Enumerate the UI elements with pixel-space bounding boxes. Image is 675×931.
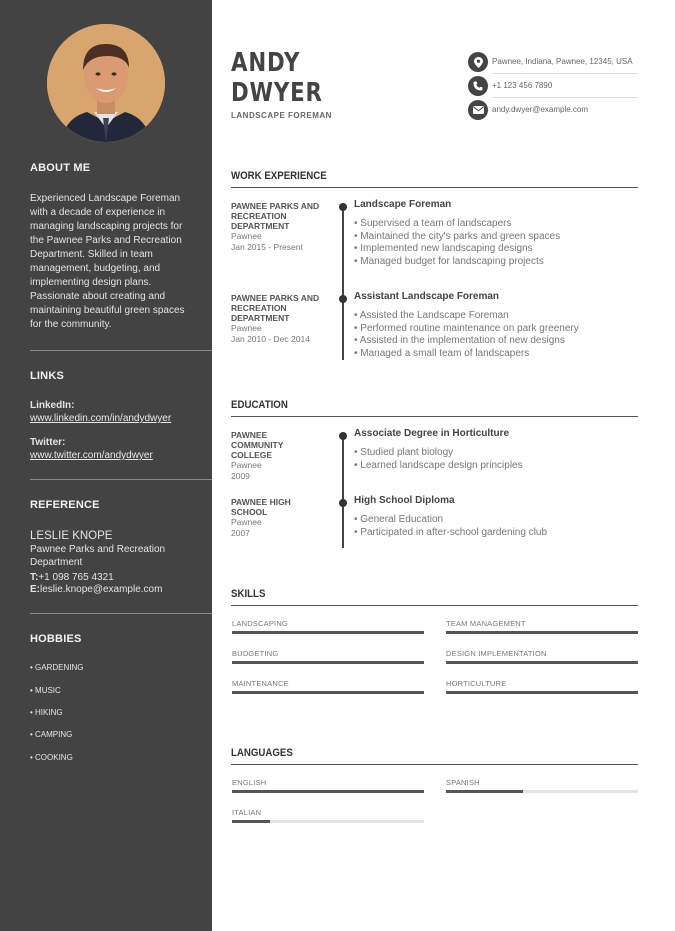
first-name: ANDY bbox=[231, 48, 301, 78]
list-item: • Supervised a team of landscapers bbox=[354, 218, 512, 229]
hobby-item: • GARDENING bbox=[30, 663, 84, 672]
work-location: Pawnee bbox=[231, 231, 262, 241]
reference-phone: T:+1 098 765 4321 bbox=[30, 572, 114, 583]
contact-phone: +1 123 456 7890 bbox=[492, 81, 553, 90]
phone-icon bbox=[468, 76, 488, 96]
timeline-line bbox=[342, 204, 344, 360]
language-label: ENGLISH bbox=[232, 778, 267, 787]
list-item: • Assisted in the implementation of new designs bbox=[354, 335, 565, 346]
education-location: Pawnee bbox=[231, 460, 262, 470]
list-item: • Learned landscape design principles bbox=[354, 459, 523, 471]
language-bar bbox=[232, 820, 424, 823]
skill-bar bbox=[446, 661, 638, 664]
section-rule bbox=[231, 187, 638, 188]
education-dates: 2007 bbox=[231, 528, 250, 538]
reference-name: LESLIE KNOPE bbox=[30, 530, 113, 542]
education-org: PAWNEE HIGH SCHOOL bbox=[231, 497, 291, 517]
work-position: Landscape Foreman bbox=[354, 199, 452, 210]
education-degree: Associate Degree in Horticulture bbox=[354, 428, 510, 439]
list-item: • Maintained the city's parks and green spaces bbox=[354, 230, 561, 242]
education-dates: 2009 bbox=[231, 471, 250, 481]
work-location: Pawnee bbox=[231, 323, 262, 333]
work-bullets bbox=[354, 218, 560, 268]
list-item: • Assisted the Landscape Foreman bbox=[354, 310, 509, 321]
timeline-dot bbox=[339, 203, 347, 211]
twitter-link[interactable]: www.twitter.com/andydwyer bbox=[30, 450, 153, 461]
education-bullets bbox=[354, 514, 547, 539]
language-bar bbox=[232, 790, 424, 793]
list-item: • Participated in after-school gardening club bbox=[354, 526, 548, 538]
location-pin-icon bbox=[468, 52, 488, 72]
education-location: Pawnee bbox=[231, 517, 262, 527]
work-section-title: WORK EXPERIENCE bbox=[231, 170, 327, 182]
about-text: Experienced Landscape Foreman with a decade of experience in managing landscaping projects for the Pawnee Parks and Recreation Department. Skilled in team management, budgeting, and implementing design plans. Passionate about creating and maintaining beautiful green spaces for the community. bbox=[30, 193, 185, 330]
list-item: • Managed a small team of landscapers bbox=[354, 347, 530, 359]
about-title: ABOUT ME bbox=[30, 162, 91, 174]
work-position: Assistant Landscape Foreman bbox=[354, 291, 500, 302]
linkedin-label: LinkedIn: bbox=[30, 400, 75, 411]
skill-label: TEAM MANAGEMENT bbox=[446, 619, 526, 628]
avatar bbox=[47, 24, 165, 142]
sidebar bbox=[0, 0, 212, 931]
divider bbox=[492, 73, 638, 74]
skills-section-title: SKILLS bbox=[231, 588, 266, 600]
timeline-dot bbox=[339, 432, 347, 440]
skill-bar bbox=[232, 691, 424, 694]
divider bbox=[492, 97, 638, 98]
contact-address: Pawnee, Indiana, Pawnee, 12345, USA bbox=[492, 57, 633, 66]
education-org: PAWNEE COMMUNITY COLLEGE bbox=[231, 430, 284, 460]
list-item: • Performed routine maintenance on park greenery bbox=[354, 322, 579, 334]
skill-label: LANDSCAPING bbox=[232, 619, 288, 628]
hobby-item: • HIKING bbox=[30, 708, 63, 717]
last-name: DWYER bbox=[231, 78, 323, 108]
hobbies-title: HOBBIES bbox=[30, 633, 82, 645]
timeline-line bbox=[342, 433, 344, 548]
skill-bar bbox=[446, 691, 638, 694]
language-bar bbox=[446, 790, 638, 793]
skill-bar bbox=[232, 631, 424, 634]
language-label: SPANISH bbox=[446, 778, 480, 787]
reference-email: E:leslie.knope@example.com bbox=[30, 584, 163, 595]
reference-org: Pawnee Parks and Recreation Department bbox=[30, 544, 166, 568]
section-rule bbox=[231, 605, 638, 606]
job-title: LANDSCAPE FOREMAN bbox=[231, 111, 332, 120]
skill-label: HORTICULTURE bbox=[446, 679, 507, 688]
work-dates: Jan 2010 - Dec 2014 bbox=[231, 334, 310, 344]
links-title: LINKS bbox=[30, 370, 64, 382]
skill-label: BUDGETING bbox=[232, 649, 279, 658]
divider bbox=[30, 350, 212, 351]
work-org: PAWNEE PARKS AND RECREATION DEPARTMENT bbox=[231, 201, 320, 231]
skill-bar bbox=[446, 631, 638, 634]
timeline-dot bbox=[339, 295, 347, 303]
contact-email[interactable]: andy.dwyer@example.com bbox=[492, 105, 589, 114]
skill-bar bbox=[232, 661, 424, 664]
list-item: • Implemented new landscaping designs bbox=[354, 243, 533, 254]
divider bbox=[30, 479, 212, 480]
work-dates: Jan 2015 - Present bbox=[231, 242, 303, 252]
skill-label: DESIGN IMPLEMENTATION bbox=[446, 649, 547, 658]
hobby-item: • MUSIC bbox=[30, 686, 61, 695]
hobby-item: • CAMPING bbox=[30, 730, 73, 739]
linkedin-link[interactable]: www.linkedin.com/in/andydwyer bbox=[30, 413, 172, 424]
section-rule bbox=[231, 764, 638, 765]
hobby-item: • COOKING bbox=[30, 753, 73, 762]
language-label: ITALIAN bbox=[232, 808, 262, 817]
work-bullets bbox=[354, 310, 579, 360]
email-icon bbox=[468, 100, 488, 120]
work-org: PAWNEE PARKS AND RECREATION DEPARTMENT bbox=[231, 293, 320, 323]
reference-title: REFERENCE bbox=[30, 499, 100, 511]
education-section-title: EDUCATION bbox=[231, 399, 288, 411]
divider bbox=[30, 613, 212, 614]
list-item: • Studied plant biology bbox=[354, 447, 454, 458]
timeline-dot bbox=[339, 499, 347, 507]
twitter-label: Twitter: bbox=[30, 437, 66, 448]
skill-label: MAINTENANCE bbox=[232, 679, 289, 688]
education-bullets bbox=[354, 447, 523, 472]
list-item: • Managed budget for landscaping projects bbox=[354, 255, 544, 267]
education-degree: High School Diploma bbox=[354, 495, 455, 506]
list-item: • General Education bbox=[354, 514, 444, 525]
section-rule bbox=[231, 416, 638, 417]
languages-section-title: LANGUAGES bbox=[231, 747, 293, 759]
